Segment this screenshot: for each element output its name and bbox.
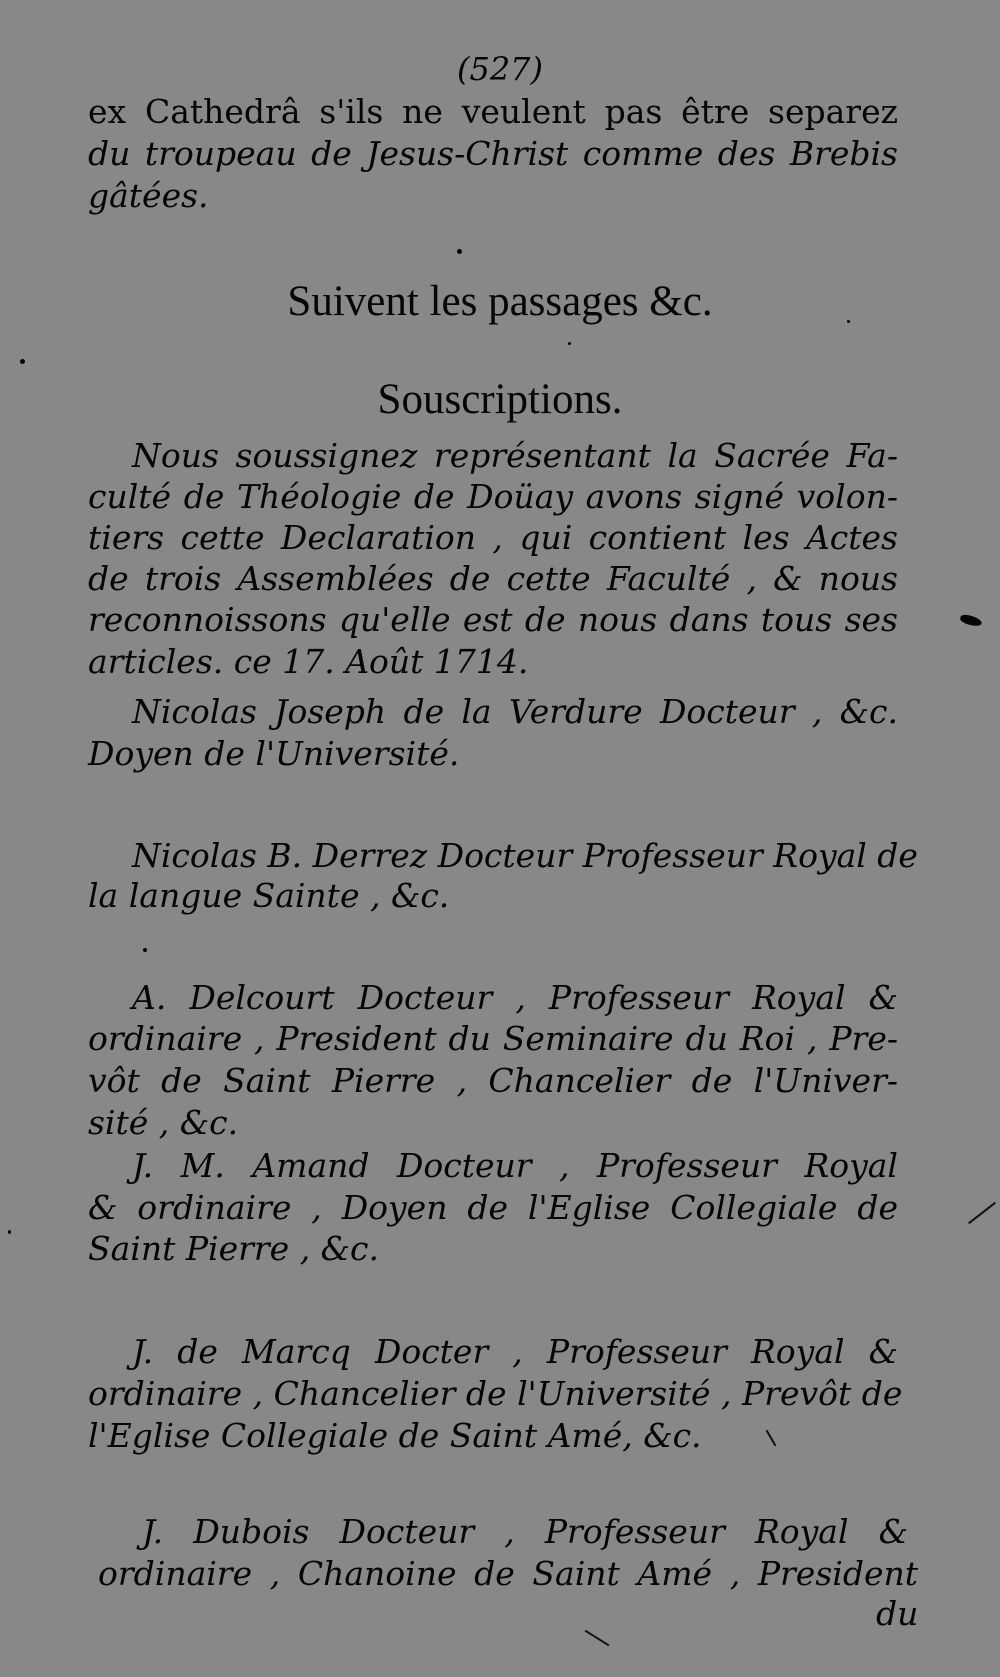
text-line: gâtées. xyxy=(88,176,209,215)
signature-line: J. de Marcq Docter , Professeur Royal & xyxy=(132,1332,898,1371)
signature-line: Saint Pierre , &c. xyxy=(88,1229,380,1268)
signature-line: J. Dubois Docteur , Professeur Royal & xyxy=(142,1512,908,1551)
signature-line: J. M. Amand Docteur , Professeur Royal xyxy=(132,1146,898,1185)
signature-line: Nicolas Joseph de la Verdure Docteur , &c. xyxy=(132,692,898,731)
text-line: de trois Assemblées de cette Faculté , & nous xyxy=(88,559,898,598)
signature-line: & ordinaire , Doyen de l'Eglise Collegiale de xyxy=(88,1188,898,1227)
text-line: du troupeau de Jesus-Christ comme des Brebis xyxy=(88,134,898,173)
signature-line: A. Delcourt Docteur , Professeur Royal & xyxy=(132,978,898,1017)
heading-passages: Suivent les passages &c. xyxy=(287,278,713,325)
signature-line: ordinaire , Chanoine de Saint Amé , President xyxy=(98,1554,918,1593)
ink-speck xyxy=(568,342,571,345)
ink-speck xyxy=(20,359,25,364)
text-line: reconnoissons qu'elle est de nous dans tous ses xyxy=(88,600,898,639)
page-number: (527) xyxy=(456,50,544,88)
scratch-mark xyxy=(968,1202,996,1225)
signature-line: la langue Sainte , &c. xyxy=(88,876,450,915)
ink-speck xyxy=(847,320,850,323)
text-line: Nous soussignez représentant la Sacrée Fa- xyxy=(132,436,898,475)
signature-line: sité , &c. xyxy=(88,1103,239,1142)
ink-speck xyxy=(457,249,462,254)
text-line: tiers cette Declaration , qui contient les Actes xyxy=(88,518,898,557)
catchword: du xyxy=(876,1594,919,1633)
text-line: ex Cathedrâ s'ils ne veulent pas être separez xyxy=(88,92,898,131)
text-line: articles. ce 17. Août 1714. xyxy=(88,642,529,681)
text-line: culté de Théologie de Doüay avons signé volon- xyxy=(88,477,898,516)
signature-line: ordinaire , Chancelier de l'Université , Prevôt de xyxy=(88,1374,903,1413)
ink-blot xyxy=(959,613,983,627)
ink-speck xyxy=(8,1230,11,1234)
ink-speck xyxy=(143,948,147,952)
signature-line: vôt de Saint Pierre , Chancelier de l'Univer- xyxy=(88,1061,898,1100)
signature-line: ordinaire , President du Seminaire du Roi , Pre- xyxy=(88,1019,898,1058)
signature-line: Nicolas B. Derrez Docteur Professeur Royal de xyxy=(132,836,918,875)
scratch-mark xyxy=(585,1630,610,1647)
heading-subscriptions: Souscriptions. xyxy=(377,376,623,423)
signature-line: Doyen de l'Université. xyxy=(88,734,460,773)
signature-line: l'Eglise Collegiale de Saint Amé, &c. xyxy=(88,1416,702,1455)
